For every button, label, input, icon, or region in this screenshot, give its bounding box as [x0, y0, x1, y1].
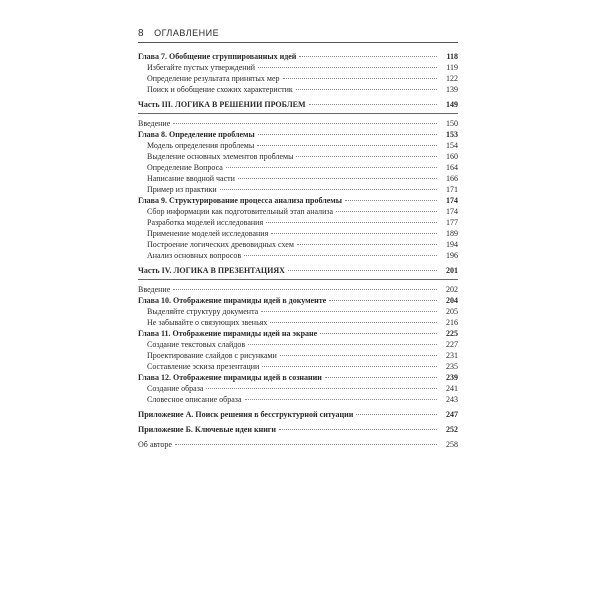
toc-entry-title: Написание вводной части: [147, 174, 235, 183]
toc-subentry[interactable]: [138, 394, 458, 405]
toc-page-number: 166: [446, 174, 458, 183]
toc-page-number: 150: [446, 119, 458, 128]
toc-subentry[interactable]: [138, 151, 458, 162]
dot-leader: [173, 289, 437, 290]
dot-leader: [258, 67, 437, 68]
running-head: [138, 24, 458, 43]
toc-entry-title: Словесное описание образа: [147, 395, 242, 404]
toc-entry-title: Часть IV. ЛОГИКА В ПРЕЗЕНТАЦИЯХ: [138, 266, 285, 275]
toc-entry-title: Составление эскиза презентации: [147, 362, 260, 371]
toc-page-number: 227: [446, 340, 458, 349]
section-divider: [138, 113, 458, 114]
dot-leader: [248, 344, 437, 345]
toc-entry-title: Не забывайте о связующих звеньях: [147, 318, 268, 327]
toc-page-number: 204: [446, 296, 458, 305]
toc-subentry[interactable]: [138, 317, 458, 328]
toc-entry-title: Глава 12. Отображение пирамиды идей в сознании: [138, 373, 322, 382]
toc-entry-title: Анализ основных вопросов: [147, 251, 242, 260]
toc-entry-title: Глава 10. Отображение пирамиды идей в документе: [138, 296, 327, 305]
toc-page-number: 174: [446, 207, 458, 216]
toc-page-number: 139: [446, 85, 458, 94]
toc-page-number: 194: [446, 240, 458, 249]
toc-subentry[interactable]: [138, 228, 458, 239]
toc-entry-title: Выделяйте структуру документа: [147, 307, 259, 316]
dot-leader: [336, 211, 437, 212]
toc-page-number: 258: [446, 440, 458, 449]
toc-entry-title: Введение: [138, 119, 171, 128]
dot-leader: [220, 189, 437, 190]
toc-entry[interactable]: [138, 439, 458, 450]
toc-subentry[interactable]: [138, 62, 458, 73]
toc-subentry[interactable]: [138, 173, 458, 184]
toc-entry[interactable]: [138, 295, 458, 306]
toc-page-number: 252: [446, 425, 458, 434]
dot-leader: [296, 89, 437, 90]
book-page: [138, 24, 458, 450]
toc-entry-title: Поиск и обобщение схожих характеристик: [147, 85, 293, 94]
toc-page-number: 216: [446, 318, 458, 327]
page-title: ОГЛАВЛЕНИЕ: [154, 28, 220, 38]
toc-entry-title: Пример из практики: [147, 185, 217, 194]
dot-leader: [288, 270, 437, 271]
toc-page-number: 231: [446, 351, 458, 360]
toc-page-number: 171: [446, 185, 458, 194]
toc-page-number: 118: [446, 52, 458, 61]
toc-entry-title: Модель определения проблемы: [147, 141, 255, 150]
toc-subentry[interactable]: [138, 140, 458, 151]
toc-entry[interactable]: [138, 265, 458, 276]
dot-leader: [271, 233, 437, 234]
toc-entry-title: Проектирование слайдов с рисунками: [147, 351, 277, 360]
dot-leader: [299, 56, 437, 57]
toc-subentry[interactable]: [138, 206, 458, 217]
dot-leader: [297, 244, 437, 245]
toc-entry[interactable]: [138, 118, 458, 129]
dot-leader: [226, 167, 437, 168]
toc-page-number: 235: [446, 362, 458, 371]
toc-entry-title: Разработка моделей исследования: [147, 218, 264, 227]
toc-entry[interactable]: [138, 51, 458, 62]
dot-leader: [280, 355, 437, 356]
toc-page-number: 241: [446, 384, 458, 393]
toc-entry[interactable]: [138, 284, 458, 295]
dot-leader: [283, 78, 438, 79]
toc-subentry[interactable]: [138, 339, 458, 350]
dot-leader: [329, 300, 437, 301]
dot-leader: [279, 429, 437, 430]
toc-entry-title: Выделение основных элементов проблемы: [147, 152, 294, 161]
toc-subentry[interactable]: [138, 361, 458, 372]
toc-subentry[interactable]: [138, 162, 458, 173]
toc-entry-title: Определение результата принятых мер: [147, 74, 280, 83]
dot-leader: [257, 145, 437, 146]
dot-leader: [345, 200, 437, 201]
toc-page-number: 149: [446, 100, 458, 109]
toc-page-number: 189: [446, 229, 458, 238]
dot-leader: [238, 178, 437, 179]
dot-leader: [245, 399, 438, 400]
toc-subentry[interactable]: [138, 306, 458, 317]
toc-subentry[interactable]: [138, 73, 458, 84]
toc-page-number: 247: [446, 410, 458, 419]
toc-page-number: 196: [446, 251, 458, 260]
toc-entry-title: Глава 11. Отображение пирамиды идей на экране: [138, 329, 318, 338]
toc-entry-title: Создание образа: [147, 384, 204, 393]
toc-subentry[interactable]: [138, 250, 458, 261]
toc-page-number: 174: [446, 196, 458, 205]
toc-entry[interactable]: [138, 129, 458, 140]
toc-entry-title: Глава 7. Обобщение сгруппированных идей: [138, 52, 297, 61]
toc-entry-title: Построение логических древовидных схем: [147, 240, 294, 249]
toc-entry-title: Приложение Б. Ключевые идеи книги: [138, 425, 277, 434]
table-of-contents: [138, 51, 458, 450]
toc-entry-title: Избегайте пустых утверждений: [147, 63, 256, 72]
toc-page-number: 122: [446, 74, 458, 83]
toc-entry-title: Сбор информации как подготовительный этап анализа: [147, 207, 334, 216]
toc-subentry[interactable]: [138, 217, 458, 228]
toc-subentry[interactable]: [138, 350, 458, 361]
toc-page-number: 243: [446, 395, 458, 404]
toc-entry[interactable]: [138, 409, 458, 420]
toc-entry[interactable]: [138, 99, 458, 110]
toc-entry-title: Создание текстовых слайдов: [147, 340, 246, 349]
dot-leader: [325, 377, 437, 378]
toc-page-number: 225: [446, 329, 458, 338]
dot-leader: [309, 104, 437, 105]
toc-page-number: 154: [446, 141, 458, 150]
dot-leader: [261, 311, 437, 312]
toc-page-number: 160: [446, 152, 458, 161]
toc-page-number: 177: [446, 218, 458, 227]
toc-entry-title: Глава 9. Структурирование процесса анализа проблемы: [138, 196, 342, 205]
dot-leader: [296, 156, 437, 157]
dot-leader: [266, 222, 437, 223]
toc-page-number: 205: [446, 307, 458, 316]
dot-leader: [206, 388, 437, 389]
dot-leader: [258, 134, 437, 135]
toc-entry[interactable]: [138, 424, 458, 435]
toc-entry-title: Об авторе: [138, 440, 172, 449]
toc-page-number: 164: [446, 163, 458, 172]
dot-leader: [244, 255, 437, 256]
dot-leader: [173, 123, 437, 124]
toc-page-number: 202: [446, 285, 458, 294]
toc-page-number: 201: [446, 266, 458, 275]
toc-page-number: 119: [446, 63, 458, 72]
dot-leader: [175, 444, 437, 445]
toc-entry[interactable]: [138, 195, 458, 206]
toc-entry-title: Определение Вопроса: [147, 163, 223, 172]
toc-page-number: 153: [446, 130, 458, 139]
toc-entry-title: Часть III. ЛОГИКА В РЕШЕНИИ ПРОБЛЕМ: [138, 100, 306, 109]
toc-subentry[interactable]: [138, 383, 458, 394]
dot-leader: [270, 322, 437, 323]
toc-subentry[interactable]: [138, 84, 458, 95]
dot-leader: [356, 414, 437, 415]
toc-entry-title: Применение моделей исследования: [147, 229, 269, 238]
dot-leader: [320, 333, 437, 334]
toc-subentry[interactable]: [138, 184, 458, 195]
toc-page-number: 239: [446, 373, 458, 382]
dot-leader: [262, 366, 437, 367]
toc-subentry[interactable]: [138, 239, 458, 250]
toc-entry[interactable]: [138, 372, 458, 383]
toc-entry-title: Приложение А. Поиск решения в бесструктурной ситуации: [138, 410, 354, 419]
toc-entry-title: Введение: [138, 285, 171, 294]
toc-entry-title: Глава 8. Определение проблемы: [138, 130, 255, 139]
toc-entry[interactable]: [138, 328, 458, 339]
section-divider: [138, 279, 458, 280]
page-number: 8: [138, 27, 145, 39]
